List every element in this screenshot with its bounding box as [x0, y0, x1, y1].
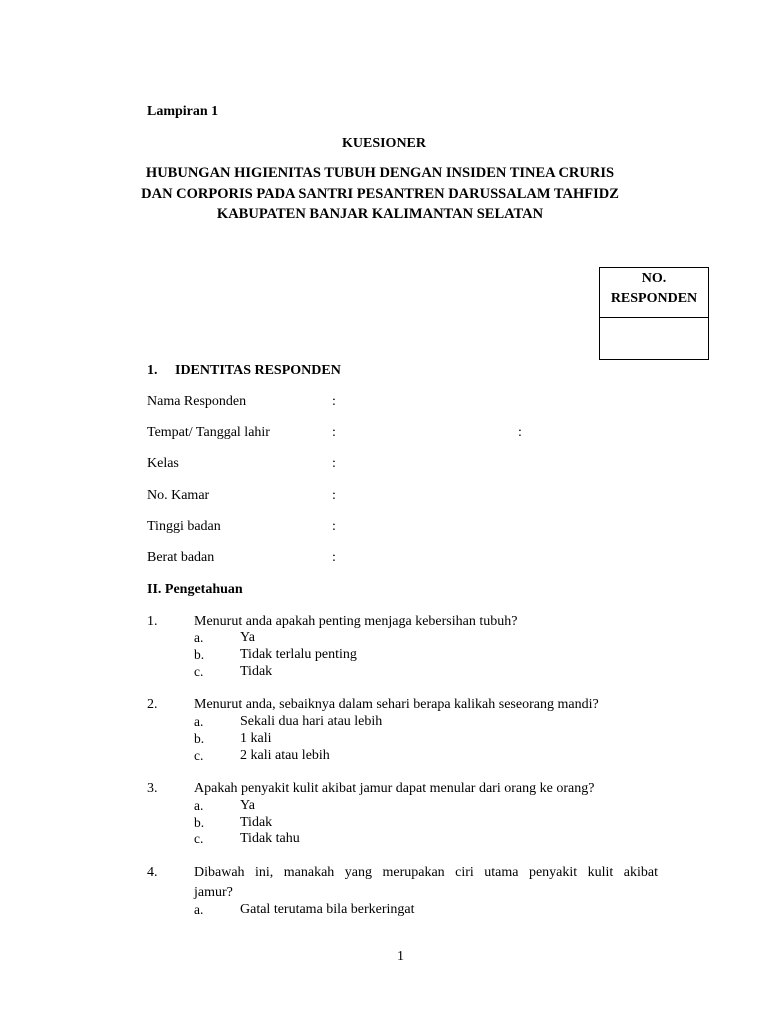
q2-option-c-text: 2 kali atau lebih — [240, 748, 330, 763]
q4-option-a-letter: a. — [194, 902, 204, 917]
kuesioner-heading: KUESIONER — [341, 136, 427, 151]
q1-option-a-letter: a. — [194, 630, 204, 645]
section1-heading: IDENTITAS RESPONDEN — [175, 363, 341, 378]
field-tinggi-label: Tinggi badan — [147, 519, 221, 534]
q3-option-a-text: Ya — [240, 798, 255, 813]
field-kelas-colon: : — [332, 456, 336, 471]
q1-option-a-text: Ya — [240, 630, 255, 645]
lampiran-label: Lampiran 1 — [147, 104, 219, 119]
question-3-number: 3. — [147, 781, 158, 796]
q3-option-c-letter: c. — [194, 831, 204, 846]
q3-option-a-letter: a. — [194, 798, 204, 813]
question-1-text: Menurut anda apakah penting menjaga kebersihan tubuh? — [194, 614, 518, 629]
q1-option-c-letter: c. — [194, 664, 204, 679]
q1-option-c-text: Tidak — [240, 664, 273, 679]
q3-option-b-letter: b. — [194, 815, 205, 830]
question-1-number: 1. — [147, 614, 158, 629]
q2-option-c-letter: c. — [194, 748, 204, 763]
field-nama-label: Nama Responden — [147, 394, 247, 409]
field-tinggi-colon: : — [332, 519, 336, 534]
q3-option-b-text: Tidak — [240, 815, 273, 830]
question-4-text-line2: jamur? — [194, 885, 233, 900]
section2-heading: II. Pengetahuan — [147, 582, 243, 597]
question-4-number: 4. — [147, 865, 158, 880]
question-2-number: 2. — [147, 697, 158, 712]
title-line-1: HUBUNGAN HIGIENITAS TUBUH DENGAN INSIDEN TINEA CRURIS — [145, 165, 615, 181]
title-line-2: DAN CORPORIS PADA SANTRI PESANTREN DARUSSALAM TAHFIDZ — [141, 186, 619, 202]
field-berat-colon: : — [332, 550, 336, 565]
respondent-box-line2: RESPONDEN — [610, 291, 698, 306]
respondent-number-field[interactable] — [600, 318, 708, 359]
field-ttl-label: Tempat/ Tanggal lahir — [147, 425, 270, 440]
section1-number: 1. — [147, 363, 158, 378]
title-line-3: KABUPATEN BANJAR KALIMANTAN SELATAN — [216, 206, 544, 222]
field-berat-label: Berat badan — [147, 550, 215, 565]
question-4-text-line1: Dibawah ini, manakah yang merupakan ciri utama penyakit kulit akibat — [194, 865, 658, 880]
q2-option-a-text: Sekali dua hari atau lebih — [240, 714, 383, 729]
field-ttl-colon: : — [332, 425, 336, 440]
respondent-box-header — [600, 268, 708, 318]
respondent-box-line1: NO. — [641, 271, 667, 286]
respondent-number-box — [599, 267, 709, 360]
q3-option-c-text: Tidak tahu — [240, 831, 300, 846]
field-kelas-label: Kelas — [147, 456, 179, 471]
question-2-text: Menurut anda, sebaiknya dalam sehari berapa kalikah seseorang mandi? — [194, 697, 599, 712]
field-kamar-colon: : — [332, 488, 336, 503]
q2-option-b-text: 1 kali — [240, 731, 272, 746]
q1-option-b-text: Tidak terlalu penting — [240, 647, 357, 662]
field-ttl-colon2: : — [518, 425, 522, 440]
page-number: 1 — [397, 949, 404, 964]
field-kamar-label: No. Kamar — [147, 488, 210, 503]
q4-option-a-text: Gatal terutama bila berkeringat — [240, 902, 415, 917]
field-nama-colon: : — [332, 394, 336, 409]
question-3-text: Apakah penyakit kulit akibat jamur dapat menular dari orang ke orang? — [194, 781, 595, 796]
q2-option-b-letter: b. — [194, 731, 205, 746]
q1-option-b-letter: b. — [194, 647, 205, 662]
q2-option-a-letter: a. — [194, 714, 204, 729]
